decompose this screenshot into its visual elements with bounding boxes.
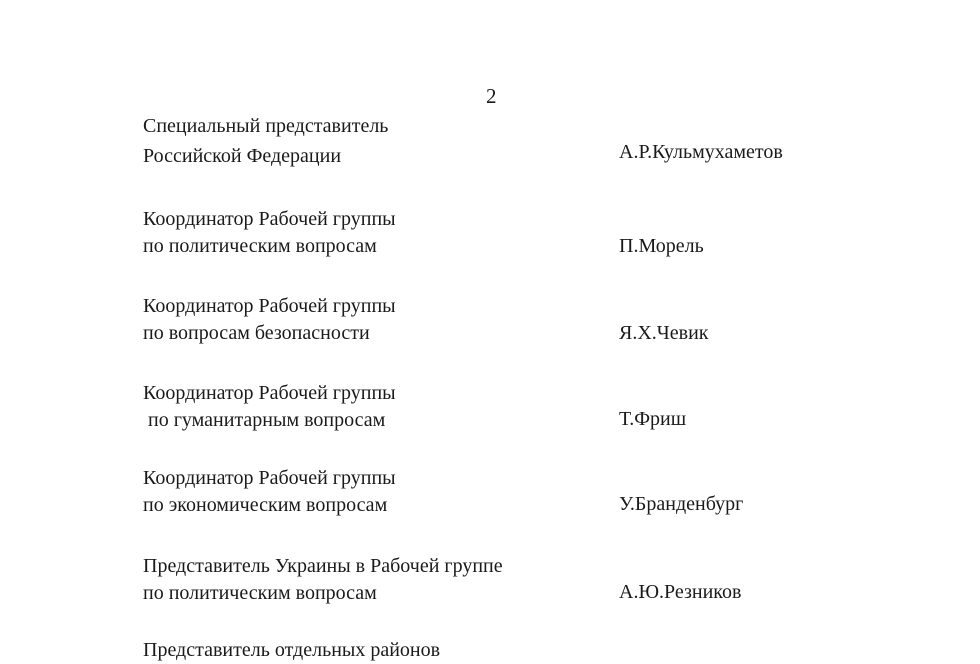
signatory-name: А.Р.Кульмухаметов [619, 141, 783, 163]
role-line: по гуманитарным вопросам [143, 409, 386, 431]
role-line: по политическим вопросам [143, 582, 377, 604]
signatory-name: Я.Х.Чевик [619, 322, 709, 344]
role-line: Координатор Рабочей группы [143, 382, 396, 404]
signatory-name: П.Морель [619, 235, 704, 257]
role-line: Представитель отдельных районов [143, 639, 441, 661]
role-line: по экономическим вопросам [143, 494, 388, 516]
role-line: Представитель Украины в Рабочей группе [143, 555, 503, 577]
signatory-role [143, 293, 396, 347]
signatory-role [143, 206, 396, 260]
signatory-name: А.Ю.Резников [619, 581, 742, 603]
signatory-role [143, 553, 503, 607]
signatory-name: У.Бранденбург [619, 493, 744, 515]
signatory-role [143, 113, 388, 170]
page-number: 2 [486, 84, 497, 108]
role-line: по политическим вопросам [143, 235, 377, 257]
signatory-name: Т.Фриш [619, 408, 687, 430]
role-line: Российской Федерации [143, 145, 342, 167]
role-line: Координатор Рабочей группы [143, 295, 396, 317]
role-line: Координатор Рабочей группы [143, 467, 396, 489]
role-line: Координатор Рабочей группы [143, 208, 396, 230]
role-line: по вопросам безопасности [143, 322, 370, 344]
signatory-role [143, 380, 396, 434]
signatory-role [143, 465, 396, 519]
role-line: Специальный представитель [143, 115, 389, 137]
signatory-role [143, 637, 440, 664]
